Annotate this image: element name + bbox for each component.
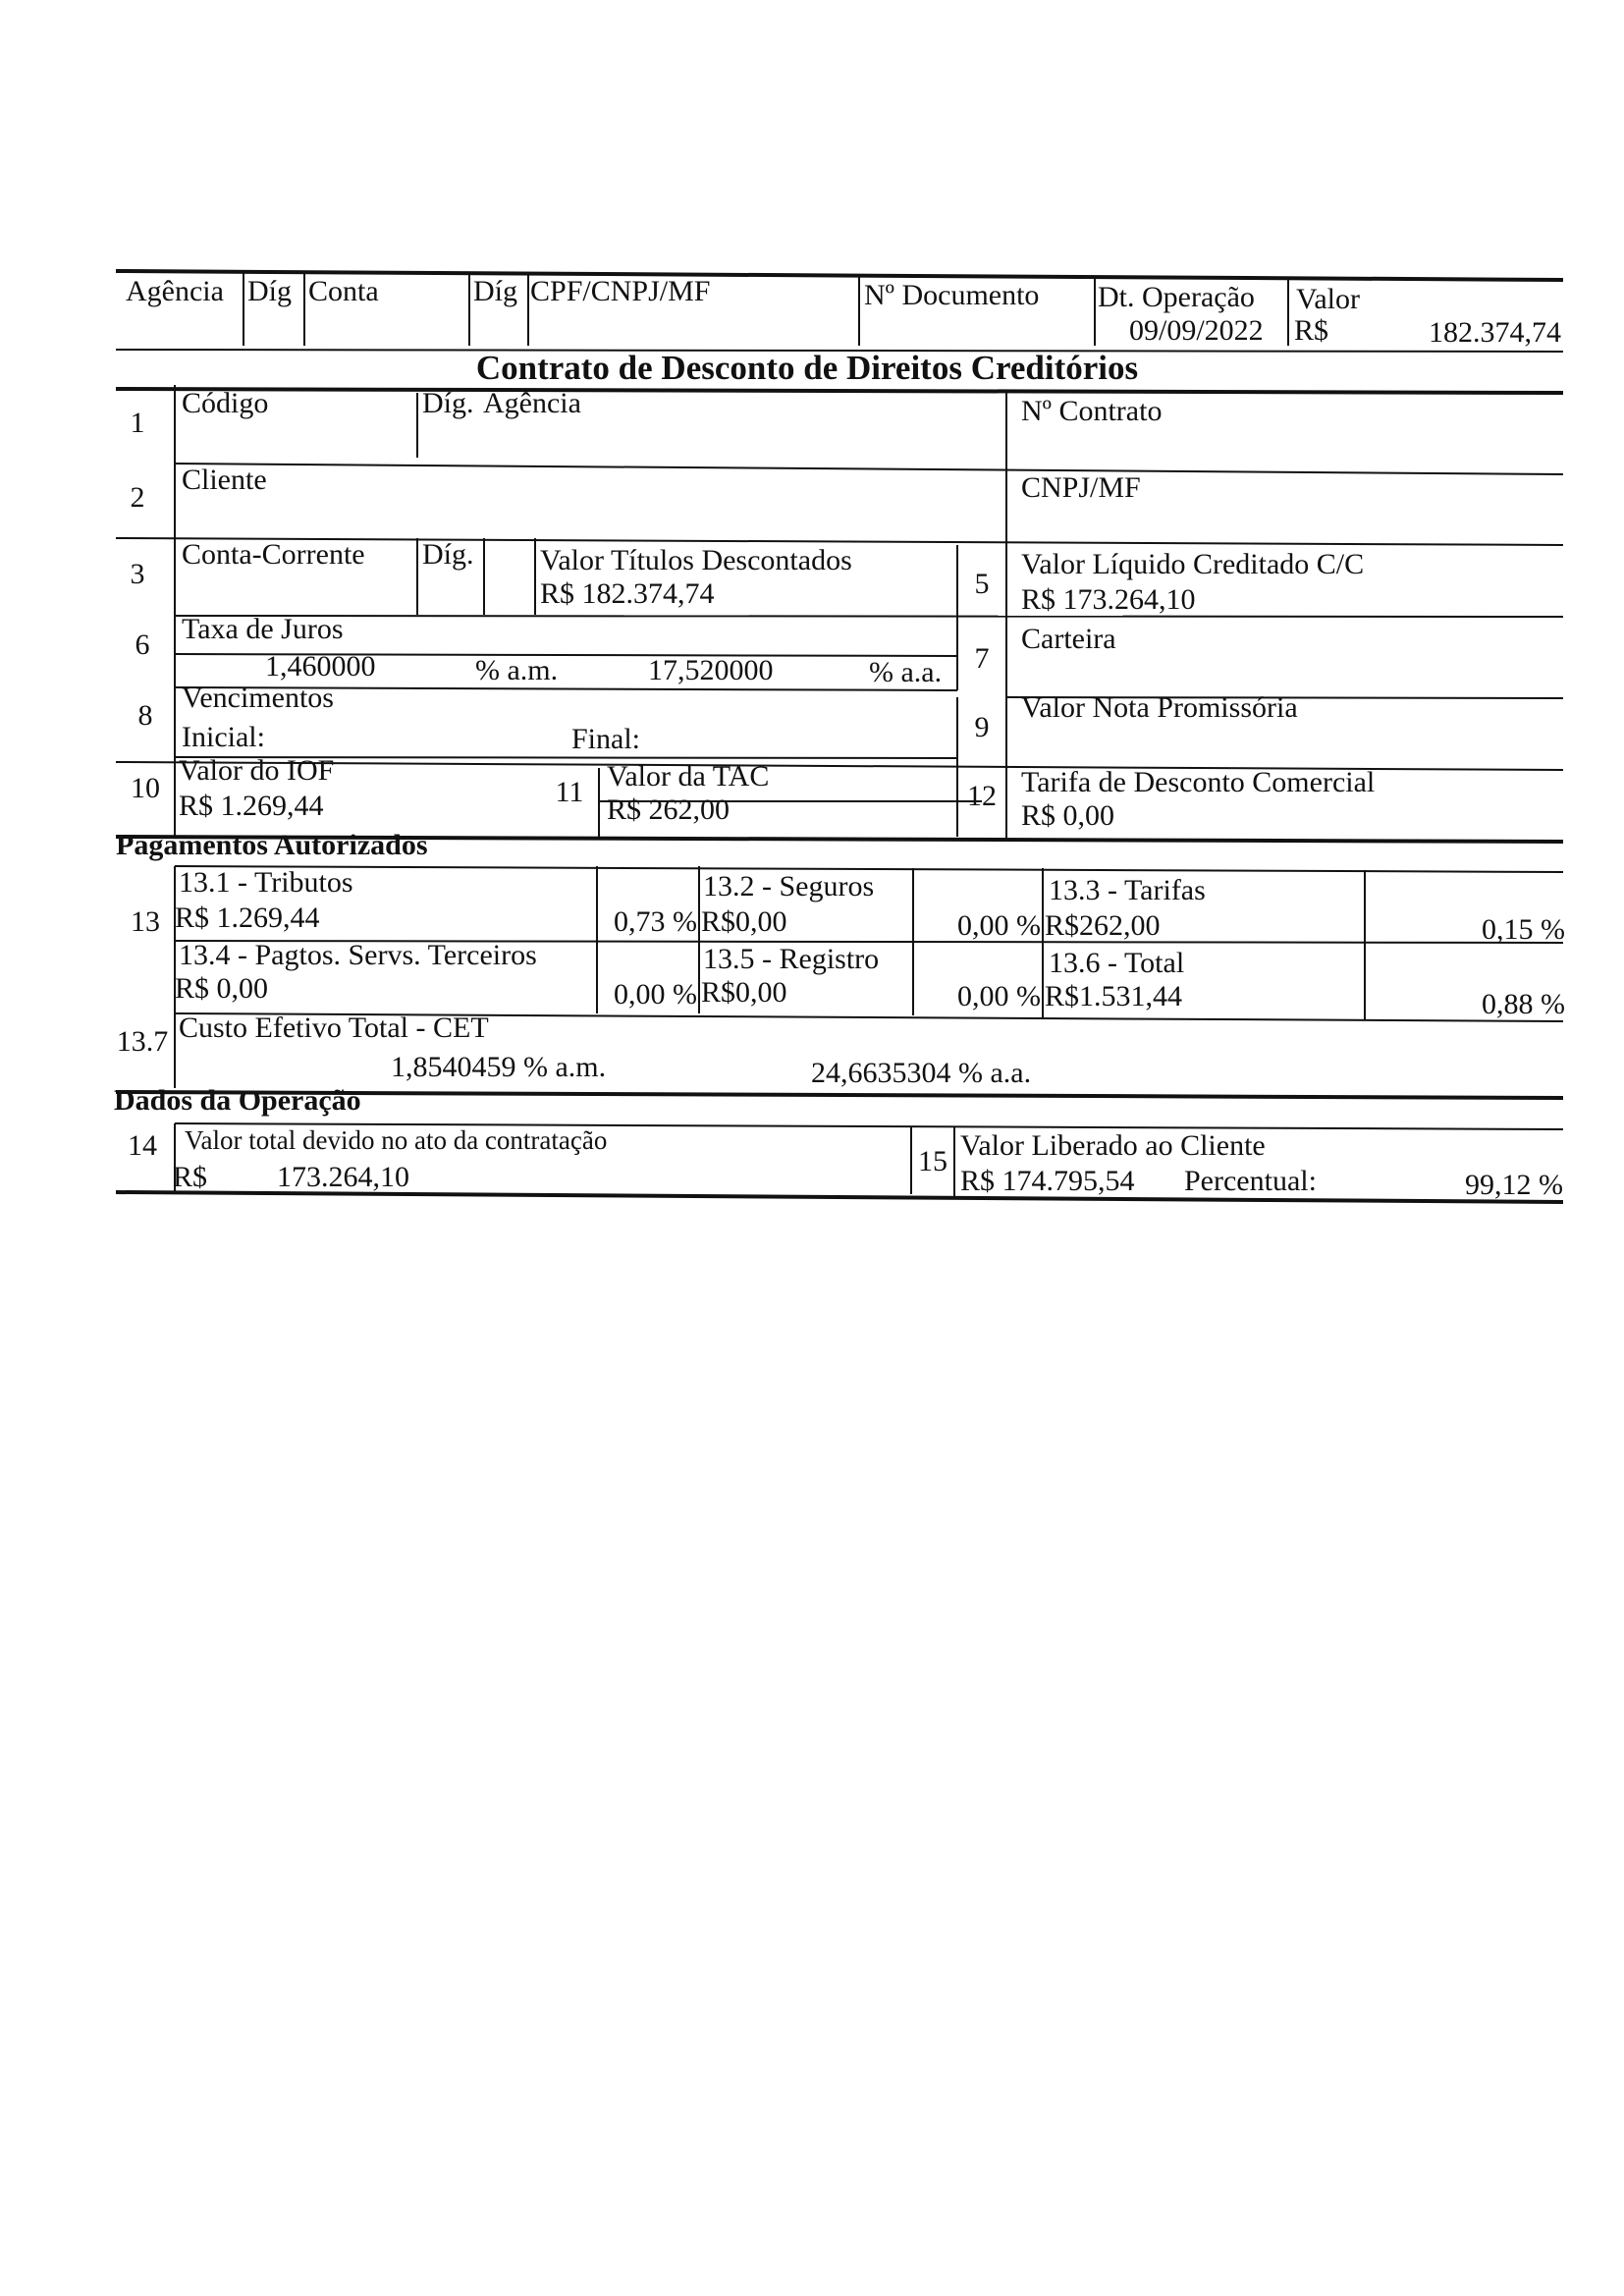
valor-devido-currency: R$ (173, 1161, 208, 1193)
cet-am-value: 1,8540459 % a.m. (391, 1051, 607, 1083)
row-7-num: 7 (974, 642, 990, 675)
valor-liberado-value: R$ 174.795,54 (960, 1165, 1135, 1197)
taxa-juros-label: Taxa de Juros (182, 613, 344, 645)
header-valor-value: 182.374,74 (1429, 316, 1561, 349)
taxa-am-unit: % a.m. (475, 654, 559, 686)
row-6-num: 6 (135, 629, 150, 661)
registro-pct: 0,00 % (957, 980, 1041, 1012)
row-15-num: 15 (918, 1145, 947, 1177)
r1-agencia-label: Agência (483, 387, 581, 419)
terceiros-pct: 0,00 % (614, 978, 697, 1011)
row-3-num: 3 (130, 558, 145, 590)
row-13-num: 13 (131, 905, 160, 938)
tac-value: R$ 262,00 (607, 793, 731, 826)
header-dig-label: Díg (247, 275, 292, 307)
valor-titulos-label: Valor Títulos Descontados (540, 544, 852, 576)
contract-rows (131, 387, 1376, 832)
total-value: R$1.531,44 (1045, 980, 1183, 1012)
row-2-num: 2 (130, 481, 145, 514)
valor-liquido-value: R$ 173.264,10 (1021, 583, 1196, 616)
valor-devido-label: Valor total devido no ato da contratação (185, 1125, 608, 1155)
cet-label: Custo Efetivo Total - CET (179, 1011, 489, 1044)
pagamentos-section (116, 829, 1565, 1089)
vencimentos-label: Vencimentos (182, 682, 334, 714)
tarifa-desconto-value: R$ 0,00 (1021, 799, 1115, 832)
conta-corrente-label: Conta-Corrente (182, 538, 365, 571)
taxa-aa-value: 17,520000 (648, 654, 774, 686)
valor-titulos-value: R$ 182.374,74 (540, 577, 715, 610)
row-11-num: 11 (555, 776, 584, 808)
iof-label: Valor do IOF (179, 754, 335, 787)
terceiros-label: 13.4 - Pagtos. Servs. Terceiros (179, 939, 537, 971)
header-dt-operacao-value: 09/09/2022 (1129, 314, 1264, 347)
r1-dig-label: Díg. (422, 387, 474, 419)
header-conta-label: Conta (308, 275, 379, 307)
header-documento-label: Nº Documento (864, 279, 1040, 311)
tac-label: Valor da TAC (607, 760, 770, 793)
header-dt-operacao-label: Dt. Operação (1098, 281, 1255, 313)
seguros-pct: 0,00 % (957, 909, 1041, 942)
row-9-num: 9 (974, 711, 990, 743)
nota-promissoria-label: Valor Nota Promissória (1021, 691, 1298, 724)
taxa-aa-unit: % a.a. (869, 656, 943, 688)
registro-label: 13.5 - Registro (703, 943, 880, 975)
row-14-num: 14 (128, 1129, 157, 1162)
header-row (126, 275, 1561, 349)
contrato-label: Nº Contrato (1021, 395, 1163, 427)
row-12-num: 12 (967, 780, 997, 812)
total-label: 13.6 - Total (1049, 947, 1185, 979)
header-cpf-label: CPF/CNPJ/MF (530, 275, 711, 307)
document-title: Contrato de Desconto de Direitos Creditórios (475, 349, 1139, 387)
terceiros-value: R$ 0,00 (175, 972, 269, 1005)
taxa-am-value: 1,460000 (265, 650, 376, 683)
header-dig2-label: Díg (473, 275, 517, 307)
valor-liquido-label: Valor Líquido Creditado C/C (1021, 548, 1365, 580)
tributos-value: R$ 1.269,44 (175, 902, 320, 934)
vencimento-final-label: Final: (571, 723, 641, 755)
row-5-num: 5 (974, 568, 990, 600)
carteira-label: Carteira (1021, 623, 1116, 655)
seguros-value: R$0,00 (701, 905, 787, 938)
tributos-pct: 0,73 % (614, 905, 697, 938)
r3-dig-label: Díg. (422, 538, 474, 571)
iof-value: R$ 1.269,44 (179, 790, 324, 822)
header-valor-currency: R$ (1294, 314, 1329, 347)
pagamentos-title: Pagamentos Autorizados (116, 829, 428, 861)
row-13-7-num: 13.7 (116, 1025, 169, 1058)
valor-liberado-label: Valor Liberado ao Cliente (960, 1129, 1266, 1162)
header-agencia-label: Agência (126, 275, 224, 307)
percentual-label: Percentual: (1184, 1165, 1317, 1197)
operacao-section (114, 1084, 1563, 1201)
tarifas-label: 13.3 - Tarifas (1049, 874, 1206, 906)
row-10-num: 10 (131, 772, 160, 804)
tributos-label: 13.1 - Tributos (179, 866, 353, 899)
vencimento-inicial-label: Inicial: (182, 721, 265, 753)
tarifas-pct: 0,15 % (1482, 913, 1565, 946)
seguros-label: 13.2 - Seguros (703, 870, 875, 902)
tarifas-value: R$262,00 (1045, 909, 1161, 942)
tarifa-desconto-label: Tarifa de Desconto Comercial (1021, 766, 1376, 798)
cet-aa-value: 24,6635304 % a.a. (811, 1057, 1032, 1089)
row-1-num: 1 (130, 407, 145, 439)
cnpj-label: CNPJ/MF (1021, 471, 1141, 504)
header-valor-label: Valor (1296, 283, 1360, 315)
total-pct: 0,88 % (1482, 988, 1565, 1020)
row-8-num: 8 (137, 699, 153, 732)
operacao-title: Dados da Operação (114, 1084, 361, 1117)
codigo-label: Código (182, 387, 269, 419)
valor-devido-value: 173.264,10 (277, 1161, 409, 1193)
registro-value: R$0,00 (701, 976, 787, 1009)
percentual-value: 99,12 % (1465, 1169, 1563, 1201)
cliente-label: Cliente (182, 464, 267, 496)
